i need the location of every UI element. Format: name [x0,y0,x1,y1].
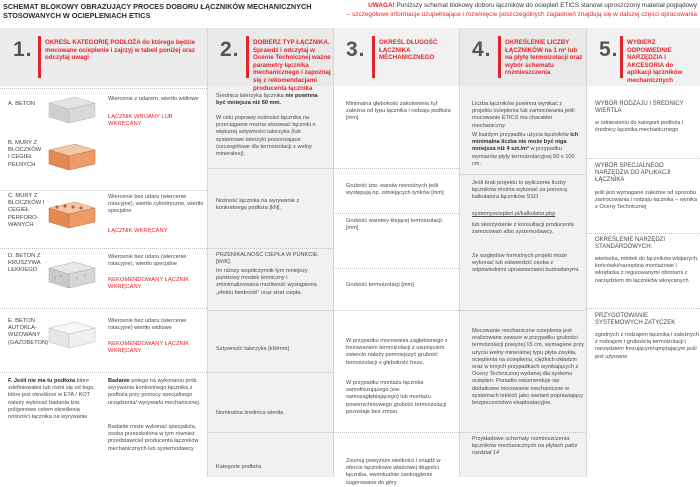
substrate-label-b: B. MURY Z BLOCZKÓW I CEGIEŁ PEŁNYCH [8,140,42,168]
anchor-count-text: Liczba łączników powinna wynikać z projektu ocieplenia lub zamocowania jeśli mocowanie ETICS ma charakter mechaniczny. [472,101,575,129]
plate-diameter-text: Średnica talerzyka łącznika nie powinna być mniejsza niż 60 mm. [216,93,318,107]
accent-bar [498,36,501,78]
drill-selection-title: WYBÓR RODZAJU I ŚREDNICY WIERTŁA [595,101,684,115]
concrete-block-icon [45,93,97,125]
step-title: DOBIERZ TYP ŁĄCZNIKA. Sprawdź i odczytaj w Ocenie Technicznej ważne parametry łącznika mechanicznego i zapoznaj się z rekomendacjami producenta łącznika [253,39,331,92]
adhesive-thickness-text: Grubość warstwy klejącej termoizolacji [mm] [346,218,442,232]
step-number: 1. [13,38,33,61]
step-5-column [586,28,700,477]
special-tool-text: jeśli jest wymagane zależnie od sposobu zamocowania i rodzaju łącznika – wynika z Oceny Technicznej [595,190,697,211]
solid-brick-icon [45,140,97,172]
standard-tools-text: wiertarka, młotek do łączników wbijanych, końcówki/narzędzia montażowe i wkrętarka z regulowanymi obrotami z narzędziem do łączników wkręcanych [595,256,699,284]
load-capacity-text: Nośność łącznika na wyrywanie z konkretnego podłoża [kN]. [216,198,300,212]
perforated-brick-icon [45,198,97,230]
special-tool-title: WYBÓR SPECJALNEGO NARZĘDZIA DO APLIKACJI ŁĄCZNIKA [595,163,671,184]
recess-mounting-text: W przypadku mocowania zagłębionego z frezowaniem termoizolacji z usunięciem zwiercin należy pomniejszyć grubość termoizolacji o głębokość frezu. [346,338,448,366]
anchor-type-d: REKOMENDOWANY ŁĄCZNIK WKRĘCANY [108,277,190,291]
lightweight-block-icon [45,258,97,290]
calculator-link[interactable]: systemyociepleri.pl/kalkulator.php [472,211,556,217]
step-title: OKREŚL KATEGORIĘ PODŁOŻA do którego będzie mocowane ocieplenie i zajrzyj w tabeli poniżej oraz odczytaj uwagi [45,39,196,62]
substrate-label-c: C. MURY Z BLOCZKÓW I CEGIEŁ PERFORO-WANYCH [8,193,45,228]
accent-bar [246,36,249,78]
step-3-column [333,28,459,486]
warning-subtext: – szczegółowe informacje uzupełniające i rozwinięcie poszczególnych zagadnień znajdują się w dalszej części opracowania [346,10,697,18]
consult-text: lub skorzystanie z konsultacji producenta zamocowań albo systemodawcy. [472,222,574,236]
heat-transfer-text: Im niższy współczynnik tym mniejszy punktowy mostek termiczny i zminimalizowana możliwość wystąpienia „efektu biedronki" oraz strat ciepła. [216,268,317,296]
length-summary-text: Zsumuj powyższe wielkości i znajdź w ofercie łącznikowe właściwej długości łącznika, ewentualnie zaokrąglenie sugerowane do góry. [346,458,441,486]
nominal-diameter-text: Nominalna średnica wiertła [216,410,284,416]
step-1-header [0,28,207,86]
step-number: 3. [346,38,366,61]
drill-selection-text: w odniesieniu do kategorii podłoża i średnicy łącznika mechanicznego [595,120,684,134]
step-1-column [0,28,207,477]
caps-title: PRZYGOTOWANIE SYSTEMOWYCH ZATYCZEK [595,313,676,327]
substrate-label-e: E. BETON AUTOKLA-WIZOWANY (GAZOBETON) [8,318,49,346]
drill-method-c: Wiercenie bez udaru (wiercenie rotacyjne), wiertło cylindryczne, wiertło specjalne [108,194,204,215]
drill-method-e: Wiercenie bez udaru (wiercenie rotacyjne) wiertło widiowe [108,318,187,332]
chapter-reference: patrz rozdział 14 [472,443,578,457]
calculator-text: Jeśli brak projektu to wyliczenie liczby łączników można wykonać za pomocą kalkulatora łączników SSO [472,180,567,201]
accent-bar [38,36,41,78]
warning-label: UWAGA! [368,2,395,9]
caps-text: zgodnych z rodzajem łącznika i zależnych z rodzajem i grubością termoizolacji i narzędziem frezującym/sprężającym jeśli jest używane [595,332,699,360]
old-layers-text: Grubość tzw. warstw nienośnych jeśli występują np. istniejących tynków [mm] [346,183,444,197]
example-layouts-text: Przykładowe schematy rozmieszczenia łączników mechanicznych na płytach patrz rozdział 14 [472,436,578,457]
accent-bar [372,36,375,78]
min-anchor-count-text: W każdym przypadku użycia łączników ich minimalna liczba nie może być niga mniejsza niż 4 szt./m² w przypadku wymiarów płyty termoizolacyjnej 50 x 100 cm. [472,132,579,167]
research-text: polega na wykonaniu prób wyrywania konkretnego łącznika z podłoża przy pomocy specjalnego urządzenia/ wyrywarki mechanicznej. [108,378,201,406]
page-title: SCHEMAT BLOKOWY OBRAZUJĄCY PROCES DOBORU ŁĄCZNIKÓW MECHANICZNYCH STOSOWANYCH W OCIEPLENIACH ETICS [3,2,312,20]
note-f [8,378,98,421]
substrate-category-text: Kategorie podłoża [216,464,262,470]
substrate-label-a: A. BETON [8,101,35,107]
note-f-text: które zdefiniowałeś lub różni się od tego, które jest określone w ETA / KOT należy wykonać badania tzw. poligonowe celem określenia nośności łącznika na wyrywanie [8,378,95,421]
research-note [108,378,202,407]
note-f-lead: F. Jeśli nie ma tu podłoża [8,378,76,384]
self-recess-mounting-text: W przypadku montażu łącznika samofrezującego (ew. samozagłębiającego) lub montażu powierzchniowego grubość termoizolacji pozostaje bez zmian. [346,380,447,415]
accent-bar [620,36,623,78]
anchor-type-a: ŁĄCZNIK WBIJANY LUB WKRĘCANY [108,114,173,128]
step-title: WYBIERZ ODPOWIEDNIE NARZĘDZIA I AKCESORIA do aplikacji łączników mechanicznych [627,39,683,84]
substrate-label-d: D. BETON Z KRUSZYWA LEKKIEGO [8,253,41,274]
drill-method-a: Wiercenie z udarem, wiertło widiowe [108,96,199,102]
step-title: OKREŚL DŁUGOŚĆ ŁĄCZNIKA MECHANICZNEGO [379,39,438,62]
plate-stiffness-text: Sztywność talerzyka [kN/mm] [216,346,290,352]
warning-note [345,2,697,19]
standard-tools-title: OKREŚLENIE NARZĘDZI STANDARDOWYCH: [595,237,666,251]
warning-text: Poniższy schemat blokowy doboru łączników do ociepleń ETICS stanowi uproszczony materiał poglądowy [396,2,697,9]
min-anchor-depth-text: Minimalna głębokość zakotwienia hₑf zależna od typu łącznika i rodzaju podłoża [mm] [346,101,451,122]
step-number: 2. [220,38,240,61]
step-title: OKREŚLENIE LICZBY ŁĄCZNIKÓW na 1 m² lub na płytę termoizolacji oraz wybór schematu rozmieszczenia [505,39,583,77]
aac-block-icon [45,318,97,350]
anchor-type-c: ŁĄCZNIK WKRĘCANY [108,228,168,234]
step-number: 5. [599,38,619,61]
drill-method-d: Wiercenie bez udaru (wiercenie rotacyjne), wiertło specjalne [108,254,187,268]
insulation-thickness-text: Grubość termoizolacji [mm] [346,282,414,288]
anchor-type-e: REKOMENDOWANY ŁĄCZNIK WKRĘCANY [108,341,190,355]
research-lead: Badanie [108,378,130,384]
research-note-2: Badanie może wykonać specjalista, osoba przeszkolona w tym również przedstawiciel producenta łączników mechanicznych lub systemodawcy [108,424,199,452]
heat-transfer-title: PRZENIKALNOŚĆ CIEPŁA W PUNKCIE [W/K]. [216,252,318,266]
plate-diameter-note: W celu poprawy nośności łącznika na przeciąganie można stosować łączniki o większej sztywności talerzyka (lub systemowe talerzyki poszerzające (szczegółowe dla termoizolacji z wełny mineralnej). [216,115,316,158]
step-4-header [460,28,586,86]
step-2-header [208,28,333,92]
mechanical-fixing-text: Mocowanie mechaniczne ocieplenia jest realizowane zawsze w przypadku grubości termoizolacji powyżej 15 cm, wymagane przy użyciu wełny mineralnej typu płyta zwykła, ocieplenia na ociepleniu, ciężkich okładzin oraz w innych przypadkach wynikających z Oceny Technicznej wydanej dla systemu ocieplen. Ponadto rekomenduje się dodatkowe mocowanie mechaniczne w systemach lekkich jako wariant poprawiający bezpieczeństwo eksploatacyjne. [472,328,584,407]
step-2-column [207,28,333,477]
step-5-header [587,28,700,86]
step-number: 4. [472,38,492,61]
step-3-header [334,28,459,86]
step-4-column [459,28,586,477]
formal-requirements-text: Ze względów formalnych projekt może wykonać lub zatwierdzić osoba z odpowiednimi uprawnieniami budowlanymi. [472,253,580,274]
